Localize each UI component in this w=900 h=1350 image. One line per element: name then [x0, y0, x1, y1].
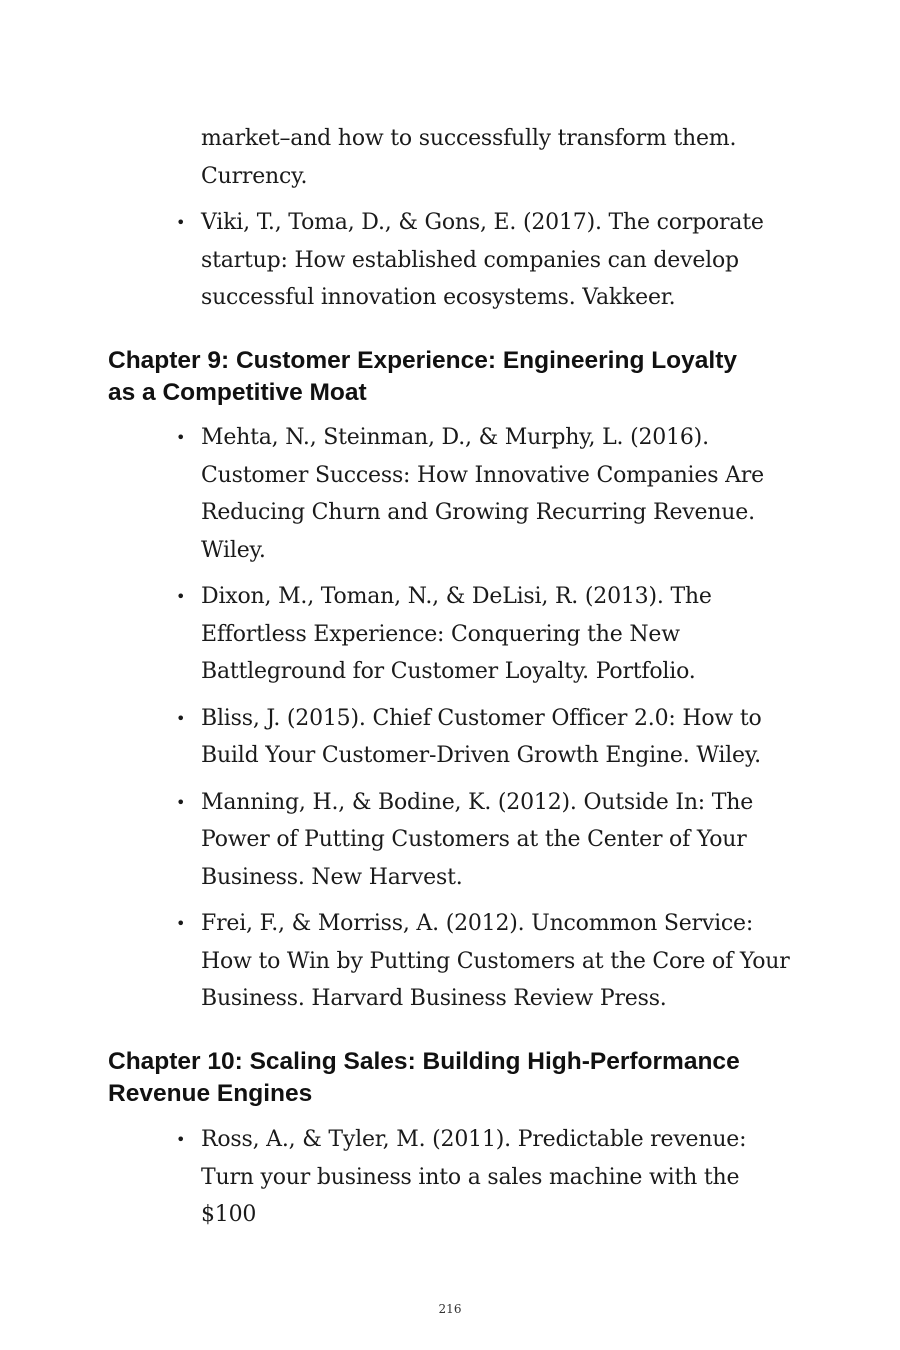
reference-text: Mehta, N., Steinman, D., & Murphy, L. (2016). Customer Success: How Innovative Companies Are Reducing Churn and Growing Recurring Revenue. Wiley.: [201, 425, 764, 563]
reference-item: [0, 578, 801, 691]
bullet-icon: •: [176, 587, 186, 606]
reference-text: Dixon, M., Toman, N., & DeLisi, R. (2013). The Effortless Experience: Conquering the New Battleground for Customer Loyalty. Portfolio.: [201, 584, 712, 684]
page-number: 216: [438, 1302, 462, 1316]
reference-list-chapter-9: [0, 419, 900, 1027]
reference-text: Frei, F., & Morriss, A. (2012). Uncommon Service: How to Win by Putting Customers at the Core of Your Business. Harvard Business Review Press.: [201, 911, 790, 1011]
reference-text: Viki, T., Toma, D., & Gons, E. (2017). The corporate startup: How established companies can develop successful innovation ecosystems. Vakkeer.: [201, 210, 764, 310]
chapter-9-heading: [108, 345, 808, 409]
chapter-10-heading-line: Revenue Engines: [108, 1080, 313, 1107]
reference-item: [0, 784, 801, 897]
reference-item: [0, 700, 801, 775]
reference-list-chapter-10: [0, 1121, 900, 1243]
chapter-9-heading-line: Chapter 9: Customer Experience: Engineering Loyalty: [108, 347, 737, 374]
bullet-icon: •: [176, 792, 186, 812]
reference-item: [0, 905, 801, 1018]
reference-text: Bliss, J. (2015). Chief Customer Officer 2.0: How to Build Your Customer-Driven Growth Engine. Wiley.: [201, 705, 762, 768]
chapter-10-heading-line: Chapter 10: Scaling Sales: Building High-Performance: [108, 1048, 740, 1075]
continued-reference-line: market–and how to successfully transform them.: [201, 126, 737, 151]
chapter-10-heading: [108, 1046, 808, 1110]
bullet-icon: •: [176, 914, 186, 933]
bullet-icon: •: [176, 213, 186, 232]
reference-text: Ross, A., & Tyler, M. (2011). Predictable revenue: Turn your business into a sales machine with the $100: [201, 1127, 747, 1227]
bullet-icon: •: [176, 428, 186, 447]
reference-item: [0, 204, 801, 317]
reference-item: [0, 1121, 801, 1234]
bullet-icon: •: [176, 708, 186, 728]
continued-reference: [201, 120, 801, 195]
reference-text: Manning, H., & Bodine, K. (2012). Outside In: The Power of Putting Customers at the Center of Your Business. New Harvest.: [201, 789, 754, 890]
bullet-icon: •: [176, 1130, 186, 1149]
reference-item: [0, 419, 801, 569]
reference-list-previous-chapter: [0, 204, 900, 326]
chapter-9-heading-line: as a Competitive Moat: [108, 379, 367, 406]
continued-reference-line: Currency.: [201, 163, 308, 189]
